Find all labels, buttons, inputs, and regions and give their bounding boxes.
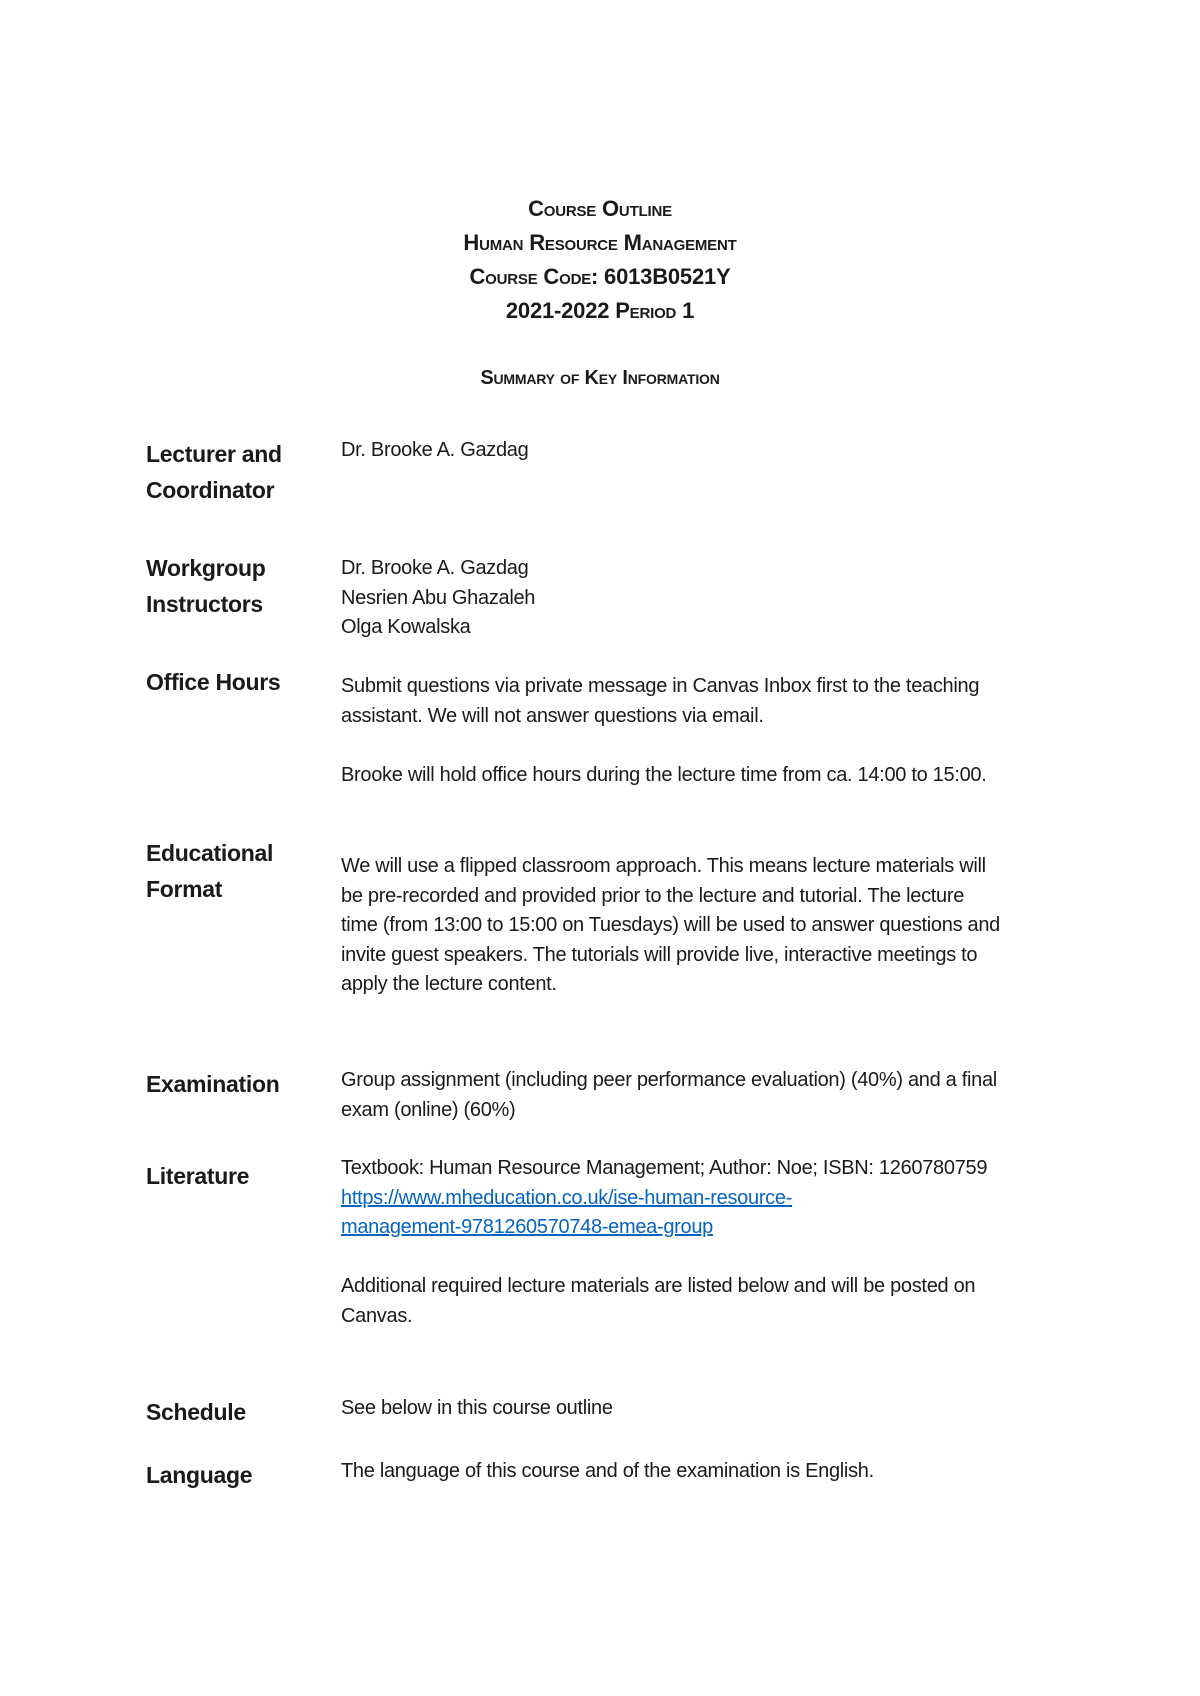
- workgroup-label-line-1: Workgroup: [146, 555, 266, 581]
- textbook-link-line-1[interactable]: https://www.mheducation.co.uk/ise-human-resource-: [341, 1186, 793, 1209]
- language-label: Language: [146, 1462, 253, 1488]
- format-label-line-2: Format: [146, 876, 223, 902]
- additional-materials: Additional required lecture materials are listed below and will be posted on Canvas.: [341, 1275, 976, 1327]
- lecturer-label-line-2: Coordinator: [146, 477, 275, 503]
- format-label: [146, 835, 316, 907]
- course-code: Course Code: 6013B0521Y: [469, 264, 731, 289]
- workgroup-label-line-2: Instructors: [146, 591, 263, 617]
- literature-value: [341, 1154, 1001, 1331]
- office-hours-paragraph: Brooke will hold office hours during the lecture time from ca. 14:00 to 15:00.: [341, 763, 987, 786]
- instructor-name: Dr. Brooke A. Gazdag: [341, 557, 529, 579]
- lecturer-value: Dr. Brooke A. Gazdag: [341, 439, 529, 461]
- document-title: Course Outline: [528, 196, 672, 221]
- lecturer-label: [146, 436, 316, 508]
- instructor-name: Nesrien Abu Ghazaleh: [341, 586, 536, 609]
- document-header: [0, 192, 1200, 328]
- lecturer-label-line-1: Lecturer and: [146, 441, 282, 467]
- office-hours-label: Office Hours: [146, 669, 281, 695]
- course-name: Human Resource Management: [463, 230, 737, 255]
- schedule-value: See below in this course outline: [341, 1397, 613, 1419]
- language-value: The language of this course and of the examination is English.: [341, 1460, 874, 1482]
- course-period: 2021-2022 Period 1: [505, 298, 695, 323]
- literature-label: Literature: [146, 1163, 250, 1189]
- textbook-link[interactable]: [341, 1184, 1001, 1243]
- summary-heading: Summary of Key Information: [480, 367, 720, 389]
- textbook-info: Textbook: Human Resource Management; Author: Noe; ISBN: 1260780759: [341, 1157, 988, 1179]
- instructor-name: Olga Kowalska: [341, 616, 471, 638]
- examination-value: Group assignment (including peer performance evaluation) (40%) and a final exam (online) (60%): [341, 1069, 997, 1121]
- workgroup-value: [341, 554, 1001, 643]
- textbook-link-line-2[interactable]: management-9781260570748-emea-group: [341, 1216, 714, 1238]
- workgroup-label: [146, 550, 316, 622]
- schedule-label: Schedule: [146, 1399, 246, 1425]
- office-hours-value: [341, 672, 1001, 790]
- format-label-line-1: Educational: [146, 840, 274, 866]
- examination-label: Examination: [146, 1071, 280, 1097]
- office-hours-paragraph: Submit questions via private message in Canvas Inbox first to the teaching assistant. We will not answer questions via email.: [341, 675, 980, 727]
- format-value: We will use a flipped classroom approach. This means lecture materials will be pre-recorded and provided prior to the lecture and tutorial. The lecture time (from 13:00 to 15:00 on Tuesdays) will be used to answer questions and invite guest speakers. The tutorials will provide live, interactive meetings to apply the lecture content.: [341, 855, 1000, 995]
